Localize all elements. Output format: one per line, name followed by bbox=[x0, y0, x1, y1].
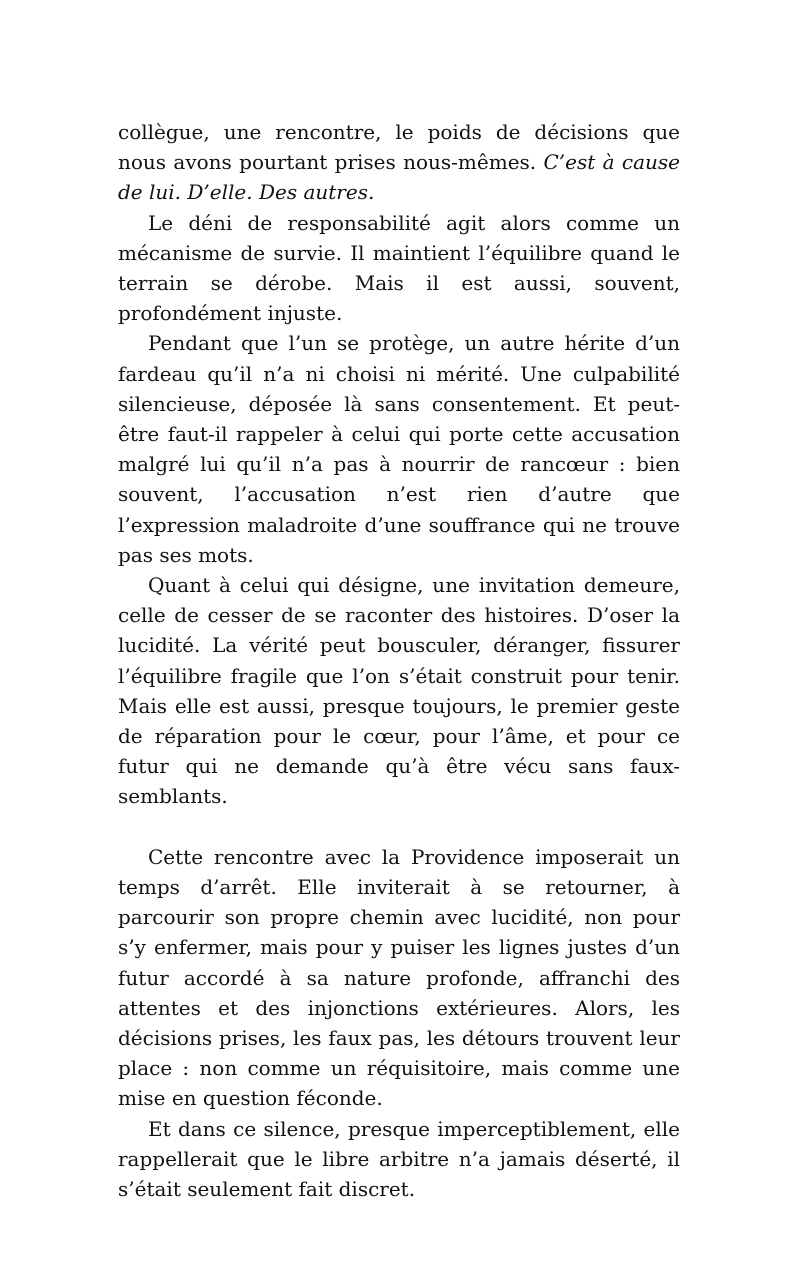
book-page-text bbox=[118, 117, 680, 1204]
paragraph: Quant à celui qui désigne, une invitation demeure, celle de cesser de se raconter des histoires. D’oser la lucidité. La vérité peut bousculer, déranger, fissurer l’équilibre fragile que l’on s’était construit pour tenir. Mais elle est aussi, presque toujours, le premier geste de réparation pour le cœur, pour l’âme, et pour ce futur qui ne demande qu’à être vécu sans faux-semblants. bbox=[118, 573, 680, 809]
paragraph: Cette rencontre avec la Providence imposerait un temps d’arrêt. Elle inviterait à se retourner, à parcourir son propre chemin avec lucidité, non pour s’y enfermer, mais pour y puiser les lignes justes d’un futur accordé à sa nature profonde, affranchi des attentes et des injonctions extérieures. Alors, les décisions prises, les faux pas, les détours trouvent leur place : non comme un réquisitoire, mais comme une mise en question féconde. bbox=[118, 844, 680, 1111]
paragraph-text: collègue, une rencontre, le poids de décisions que nous avons pourtant prises nous-mêmes. bbox=[118, 120, 680, 175]
paragraph: Et dans ce silence, presque imperceptiblement, elle rappellerait que le libre arbitre n’a jamais déserté, il s’était seulement fait discret. bbox=[118, 1116, 680, 1202]
paragraph-italic-text: C’est à cause de lui. D’elle. Des autres. bbox=[118, 150, 680, 205]
paragraph-continuation bbox=[118, 117, 680, 208]
paragraph: Le déni de responsabilité agit alors comme un mécanisme de survie. Il maintient l’équilibre quand le terrain se dérobe. Mais il est aussi, souvent, profondément injuste. bbox=[118, 210, 680, 326]
paragraph: Pendant que l’un se protège, un autre hérite d’un fardeau qu’il n’a ni choisi ni mérité. Une culpabilité silencieuse, déposée là sans consentement. Et peut-être faut-il rappeler à celui qui porte cette accusation malgré lui qu’il n’a pas à nourrir de rancœur : bien souvent, l’accusation n’est rien d’autre que l’expression maladroite d’une souffrance qui ne trouve pas ses mots. bbox=[118, 331, 680, 567]
